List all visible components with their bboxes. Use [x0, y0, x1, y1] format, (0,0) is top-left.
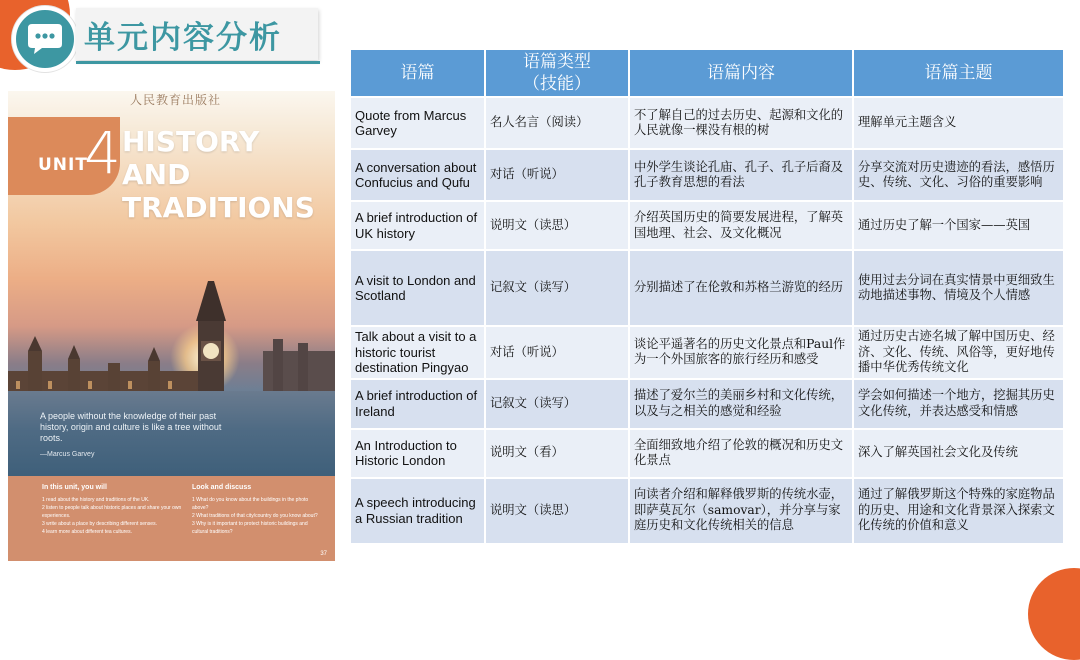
discuss-item: 1 What do you know about the buildings in the photo above?: [192, 497, 309, 511]
header-type: 语篇类型 （技能）: [486, 50, 628, 96]
cell-theme: 通过历史古迹名城了解中国历史、经济、文化、传统、风俗等，更好地传播中华优秀传统文化: [854, 327, 1063, 378]
cell-text: An Introduction to Historic London: [351, 430, 484, 477]
cell-text: Quote from Marcus Garvey: [351, 98, 484, 148]
cell-content: 描述了爱尔兰的美丽乡村和文化传统，以及与之相关的感觉和经验: [630, 380, 852, 428]
table-row: [351, 98, 1063, 148]
cell-text: A brief introduction of UK history: [351, 202, 484, 249]
cell-theme: 分享交流对历史遗迹的看法，感悟历史、传统、文化、习俗的重要影响: [854, 150, 1063, 200]
cover-quote: A people without the knowledge of their past history, origin and culture is like a tree without roots.: [40, 411, 222, 443]
unit-title: [122, 125, 332, 224]
cell-type: 说明文（看）: [486, 430, 628, 477]
look-and-discuss: [192, 484, 322, 536]
cell-theme: 深入了解英国社会文化及传统: [854, 430, 1063, 477]
cell-type: 记叙文（读写）: [486, 380, 628, 428]
header-content: 语篇内容: [630, 50, 852, 96]
header-text: 语篇: [351, 50, 484, 96]
cell-theme: 通过历史了解一个国家——英国: [854, 202, 1063, 249]
cell-content: 分别描述了在伦敦和苏格兰游览的经历: [630, 251, 852, 325]
table-row: [351, 202, 1063, 249]
cell-content: 不了解自己的过去历史、起源和文化的人民就像一棵没有根的树: [630, 98, 852, 148]
cell-type: 对话（听说）: [486, 150, 628, 200]
corner-decoration-bottom: [1028, 568, 1080, 660]
unit-goal-item: 3 write about a place by describing different senses.: [42, 521, 157, 527]
unit-goal-item: 1 read about the history and traditions of the UK.: [42, 497, 150, 503]
title-underline: [76, 61, 320, 64]
cell-theme: 学会如何描述一个地方，挖掘其历史文化传统，并表达感受和情感: [854, 380, 1063, 428]
discuss-item: 2 What traditions of that city/country do you know about?: [192, 513, 318, 519]
cell-content: 中外学生谈论孔庙、孔子、孔子后裔及孔子教育思想的看法: [630, 150, 852, 200]
cell-type: 说明文（读思）: [486, 202, 628, 249]
cell-type: 说明文（读思）: [486, 479, 628, 543]
header-theme: 语篇主题: [854, 50, 1063, 96]
cell-text: Talk about a visit to a historic tourist destination Pingyao: [351, 327, 484, 378]
cell-text: A brief introduction of Ireland: [351, 380, 484, 428]
cell-text: A speech introducing a Russian tradition: [351, 479, 484, 543]
unit-goal-item: 2 listen to people talk about historic places and share your own experiences.: [42, 505, 182, 519]
cell-type: 记叙文（读写）: [486, 251, 628, 325]
cell-content: 介绍英国历史的简要发展进程，了解英国地理、社会、及文化概况: [630, 202, 852, 249]
table-header-row: [351, 50, 1063, 96]
unit-goals: [42, 484, 182, 536]
unit-title-line: HISTORY AND: [122, 125, 260, 191]
table-row: [351, 479, 1063, 543]
cell-content: 全面细致地介绍了伦敦的概况和历史文化景点: [630, 430, 852, 477]
cell-text: A conversation about Confucius and Qufu: [351, 150, 484, 200]
cell-theme: 理解单元主题含义: [854, 98, 1063, 148]
cell-content: 谈论平遥著名的历史文化景点和Paul作为一个外国旅客的旅行经历和感受: [630, 327, 852, 378]
table-row: [351, 380, 1063, 428]
cell-type: 名人名言（阅读）: [486, 98, 628, 148]
cell-content: 向读者介绍和解释俄罗斯的传统水壶，即萨莫瓦尔（samovar），并分享与家庭历史和文化传统相关的信息: [630, 479, 852, 543]
look-and-discuss-heading: Look and discuss: [192, 484, 252, 491]
unit-number: 4: [84, 119, 121, 187]
unit-title-line: TRADITIONS: [122, 191, 315, 224]
cover-quote-author: —Marcus Garvey: [40, 451, 95, 458]
discuss-item: 3 Why is it important to protect historic buildings and cultural traditions?: [192, 521, 308, 535]
table-row: [351, 150, 1063, 200]
cover-page-number: 37: [320, 551, 327, 557]
title-box: [76, 8, 318, 60]
table-row: [351, 251, 1063, 325]
cell-text: A visit to London and Scotland: [351, 251, 484, 325]
table-row: [351, 430, 1063, 477]
speech-bubble-icon: [12, 6, 78, 72]
textbook-cover: [8, 91, 335, 561]
cell-theme: 使用过去分词在真实情景中更细致生动地描述事物、情境及个人情感: [854, 251, 1063, 325]
unit-word: UNIT: [38, 155, 88, 175]
table-row: [351, 327, 1063, 378]
unit-goal-item: 4 learn more about different tea cultures.: [42, 529, 132, 535]
page-title: 单元内容分析: [84, 19, 282, 56]
publisher-logo: 人民教育出版社: [130, 93, 222, 107]
content-analysis-table: [349, 48, 1065, 545]
cell-theme: 通过了解俄罗斯这个特殊的家庭物品的历史、用途和文化背景深入探索文化传统的价值和意义: [854, 479, 1063, 543]
unit-goals-heading: In this unit, you will: [42, 484, 107, 491]
cover-info-panel: [8, 476, 335, 561]
cell-type: 对话（听说）: [486, 327, 628, 378]
